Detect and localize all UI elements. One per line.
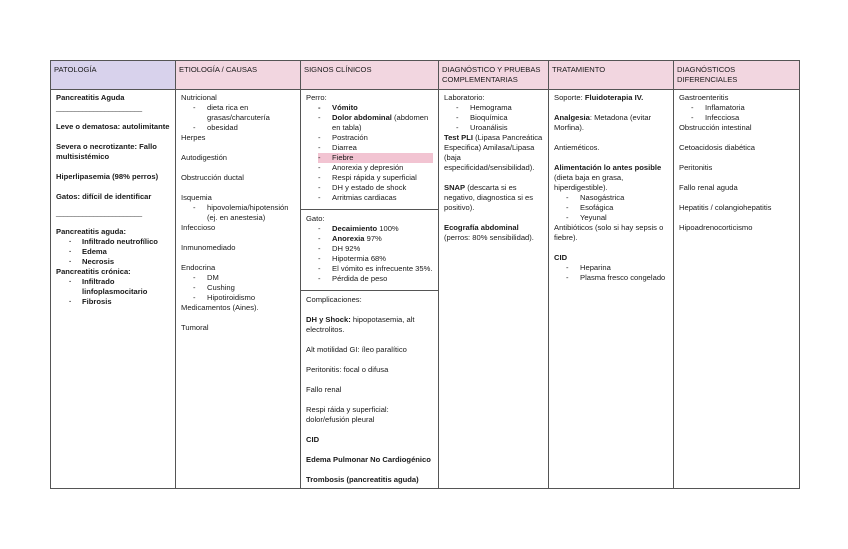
complicaciones-section	[301, 290, 438, 485]
lab-list	[444, 103, 543, 133]
list-item: - DH y estado de shock	[318, 183, 433, 193]
content-row	[51, 90, 800, 489]
item-bold: Anorexia	[332, 234, 365, 244]
etiologia-inmunomediado: Inmunomediado	[181, 243, 236, 253]
trat-antiemeticos: Antieméticos.	[554, 143, 600, 153]
patologia-title: Pancreatitis Aguda	[56, 93, 125, 103]
item-bold: SNAP	[444, 183, 466, 193]
cell-signos	[301, 90, 439, 489]
header-patologia: PATOLOGÍA	[51, 61, 176, 90]
endocrina-list	[181, 273, 295, 303]
cronica-title: Pancreatitis crónica:	[56, 267, 131, 277]
etiologia-endocrina: Endocrina	[181, 263, 216, 273]
dif-item: Peritonitis	[679, 163, 713, 173]
cronica-list	[56, 277, 170, 307]
perro-list	[306, 103, 433, 203]
list-item	[318, 234, 433, 244]
item-bold: Decaimiento	[332, 224, 378, 234]
header-etiologia: ETIOLOGÍA / CAUSAS	[176, 61, 301, 90]
list-item: · Infiltrado neutrofílico	[68, 237, 170, 247]
dif-item: Fallo renal aguda	[679, 183, 738, 193]
dif-item: Cetoacidosis diabética	[679, 143, 755, 153]
etiologia-obstruccion: Obstrucción ductal	[181, 173, 244, 183]
item-text: hipopotasemia, alt electrolitos.	[306, 315, 415, 335]
list-item: - Infecciosa	[691, 113, 794, 123]
trat-soporte	[554, 93, 668, 103]
nutricional-list	[181, 103, 295, 133]
aguda-list	[56, 237, 170, 267]
etiologia-infeccioso: Infeccioso	[181, 223, 216, 233]
item-text: (abdomen en tabla)	[332, 113, 429, 133]
item-bold: DH y Shock:	[306, 315, 351, 325]
cell-tratamiento	[549, 90, 674, 489]
trat-cid: CID	[554, 253, 568, 263]
list-item: - Uroanálisis	[456, 123, 543, 133]
perro-title: Perro:	[306, 93, 327, 103]
cid-list	[554, 263, 668, 283]
list-item: · Edema	[68, 247, 170, 257]
diag-eco	[444, 223, 543, 243]
header-row	[51, 61, 800, 90]
divider-line: _______________________	[56, 103, 142, 113]
list-item: - Anorexia y depresión	[318, 163, 433, 173]
header-signos: SIGNOS CLÍNICOS	[301, 61, 439, 90]
comp-fallo: Fallo renal	[306, 385, 342, 395]
alimentacion-list	[554, 193, 668, 223]
dif-gastro: Gastroenteritis	[679, 93, 729, 103]
list-item: - hipovolemia/hipotensión (ej. en anestesia)	[193, 203, 295, 223]
list-item-highlighted: - Fiebre	[318, 153, 433, 163]
comp-respi: Respi ráida y superficial: dolor/efusión pleural	[306, 405, 389, 425]
list-item: · Necrosis	[68, 257, 170, 267]
list-item: - Plasma fresco congelado	[566, 273, 668, 283]
list-item: - Postración	[318, 133, 433, 143]
comp-trombosis: Trombosis (pancreatitis aguda)	[306, 475, 419, 485]
etiologia-autodigestion: Autodigestión	[181, 153, 228, 163]
etiologia-medicamentos: Medicamentos (Aines).	[181, 303, 259, 313]
isquemia-list	[181, 203, 295, 223]
list-item: - Vómito	[318, 103, 433, 113]
item-text: Soporte:	[554, 93, 585, 103]
list-item	[318, 113, 433, 133]
gato-list	[306, 224, 433, 284]
comp-peritonitis: Peritonitis: focal o difusa	[306, 365, 389, 375]
list-item: - Diarrea	[318, 143, 433, 153]
etiologia-isquemia: Isquemia	[181, 193, 212, 203]
etiologia-herpes: Herpes	[181, 133, 206, 143]
list-item: - Respi rápida y superficial	[318, 173, 433, 183]
gastro-list	[679, 103, 794, 123]
comp-motilidad: Alt motilidad GI: íleo paralítico	[306, 345, 407, 355]
list-item: - Hipotiroidismo	[193, 293, 295, 303]
patologia-leve: Leve o dematosa: autolimitante	[56, 122, 170, 132]
patologia-gatos: Gatos: difícil de identificar	[56, 192, 152, 202]
item-bold: Dolor abdominal	[332, 113, 392, 123]
patologia-severa: Severa o necrotizante: Fallo multisistémico	[56, 142, 157, 162]
list-item: - Hipotermia 68%	[318, 254, 433, 264]
comp-edema: Edema Pulmonar No Cardiogénico	[306, 455, 431, 465]
comp-dh	[306, 315, 433, 335]
etiologia-nutricional: Nutricional	[181, 93, 217, 103]
item-text: (perros: 80% sensibilidad).	[444, 233, 534, 243]
list-item: - dieta rica en grasas/charcutería	[193, 103, 295, 123]
list-item: - Yeyunal	[566, 213, 668, 223]
complicaciones-title: Complicaciones:	[306, 295, 362, 305]
cell-diagnostico	[439, 90, 549, 489]
gato-section	[301, 209, 438, 284]
item-text: : Metadona (evitar Morfina).	[554, 113, 652, 133]
item-text: (descarta si es negativo, diagnostica si es positivo).	[444, 183, 534, 213]
header-tratamiento: TRATAMIENTO	[549, 61, 674, 90]
aguda-title: Pancreatitis aguda:	[56, 227, 127, 237]
diag-snap	[444, 183, 543, 213]
dif-item: Hipoadrenocorticismo	[679, 223, 753, 233]
divider-line: _______________________	[56, 208, 142, 218]
dif-item: Obstrucción intestinal	[679, 123, 752, 133]
diag-pli	[444, 133, 543, 173]
item-bold: Fluidoterapia IV.	[584, 93, 644, 103]
item-text: (Lipasa Pancreática Especifica) Amilasa/Lipasa (baja especificidad/sensibilidad).	[444, 133, 543, 173]
item-text: (dieta baja en grasa, hiperdigestible).	[554, 173, 624, 193]
list-item: - Cushing	[193, 283, 295, 293]
item-bold: Test PLI	[444, 133, 473, 143]
list-item: · Fibrosis	[68, 297, 170, 307]
comp-cid: CID	[306, 435, 320, 445]
dif-item: Hepatitis / colangiohepatitis	[679, 203, 772, 213]
list-item	[318, 224, 433, 234]
item-bold: Alimentación lo antes posible	[554, 163, 662, 173]
trat-analgesia	[554, 113, 668, 133]
cell-diferenciales	[674, 90, 800, 489]
patologia-hiperlipasemia: Hiperlipasemia (98% perros)	[56, 172, 159, 182]
header-diferenciales: DIAGNÓSTICOS DIFERENCIALES	[674, 61, 800, 90]
item-text: 97%	[364, 234, 382, 244]
cell-etiologia	[176, 90, 301, 489]
list-item: - Hemograma	[456, 103, 543, 113]
list-item: - Nasogástrica	[566, 193, 668, 203]
trat-antibioticos: Antibióticos (solo si hay sepsis o fiebre).	[554, 223, 664, 243]
list-item: - Esofágica	[566, 203, 668, 213]
item-bold: Ecografía abdominal	[444, 223, 519, 233]
trat-alimentacion	[554, 163, 668, 193]
list-item: - El vómito es infrecuente 35%.	[318, 264, 433, 274]
list-item: · Infiltrado linfoplasmocitario	[68, 277, 170, 297]
list-item: - Arritmias cardiacas	[318, 193, 433, 203]
cell-patologia	[51, 90, 176, 489]
list-item: - Bioquímica	[456, 113, 543, 123]
list-item: - Heparina	[566, 263, 668, 273]
pancreatitis-table	[50, 60, 800, 489]
etiologia-tumoral: Tumoral	[181, 323, 209, 333]
list-item: - DH 92%	[318, 244, 433, 254]
lab-title: Laboratorio:	[444, 93, 485, 103]
list-item: - Inflamatoria	[691, 103, 794, 113]
item-bold: Analgesia	[554, 113, 590, 123]
item-text: 100%	[377, 224, 399, 234]
list-item: - obesidad	[193, 123, 295, 133]
header-diagnostico: DIAGNÓSTICO Y PRUEBAS COMPLEMENTARIAS	[439, 61, 549, 90]
list-item: - Pérdida de peso	[318, 274, 433, 284]
list-item: - DM	[193, 273, 295, 283]
gato-title: Gato:	[306, 214, 325, 224]
